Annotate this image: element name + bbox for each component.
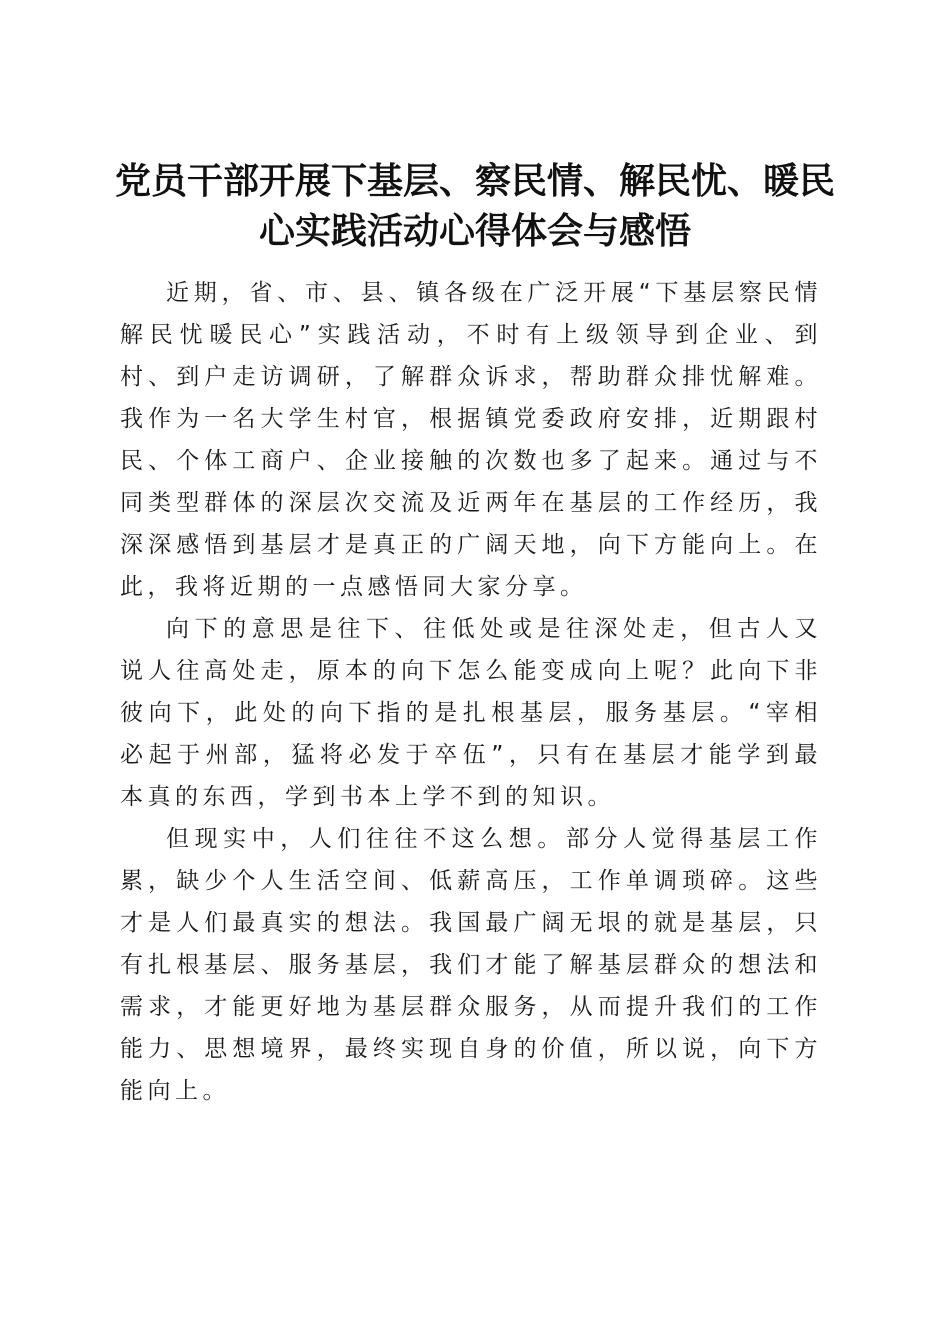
- paragraph-1: 近期，省、市、县、镇各级在广泛开展“下基层察民情解民忧暖民心”实践活动，不时有上级领导到企业、到村、到户走访调研，了解群众诉求，帮助群众排忧解难。我作为一名大学生村官，根据镇党委政府安排，近期跟村民、个体工商户、企业接触的次数也多了起来。通过与不同类型群体的深层次交流及近两年在基层的工作经历，我深深感悟到基层才是真正的广阔天地，向下方能向上。在此，我将近期的一点感悟同大家分享。: [120, 280, 822, 600]
- paragraph-2: 向下的意思是往下、往低处或是往深处走，但古人又说人往高处走，原本的向下怎么能变成向上呢？此向下非彼向下，此处的向下指的是扎根基层，服务基层。“宰相必起于州部，猛将必发于卒伍”，只有在基层才能学到最本真的东西，学到书本上学不到的知识。: [120, 616, 822, 810]
- title-line-2: 心实践活动心得体会与感悟: [258, 210, 691, 253]
- document-title: [110, 156, 840, 256]
- document-body: [120, 272, 822, 1112]
- title-line-1: 党员干部开展下基层、察民情、解民忧、暖民: [114, 160, 835, 203]
- paragraph-3: 但现实中，人们往往不这么想。部分人觉得基层工作累，缺少个人生活空间、低薪高压，工作单调琐碎。这些才是人们最真实的想法。我国最广阔无垠的就是基层，只有扎根基层、服务基层，我们才能了解基层群众的想法和需求，才能更好地为基层群众服务，从而提升我们的工作能力、思想境界，最终实现自身的价值，所以说，向下方能向上。: [120, 826, 822, 1104]
